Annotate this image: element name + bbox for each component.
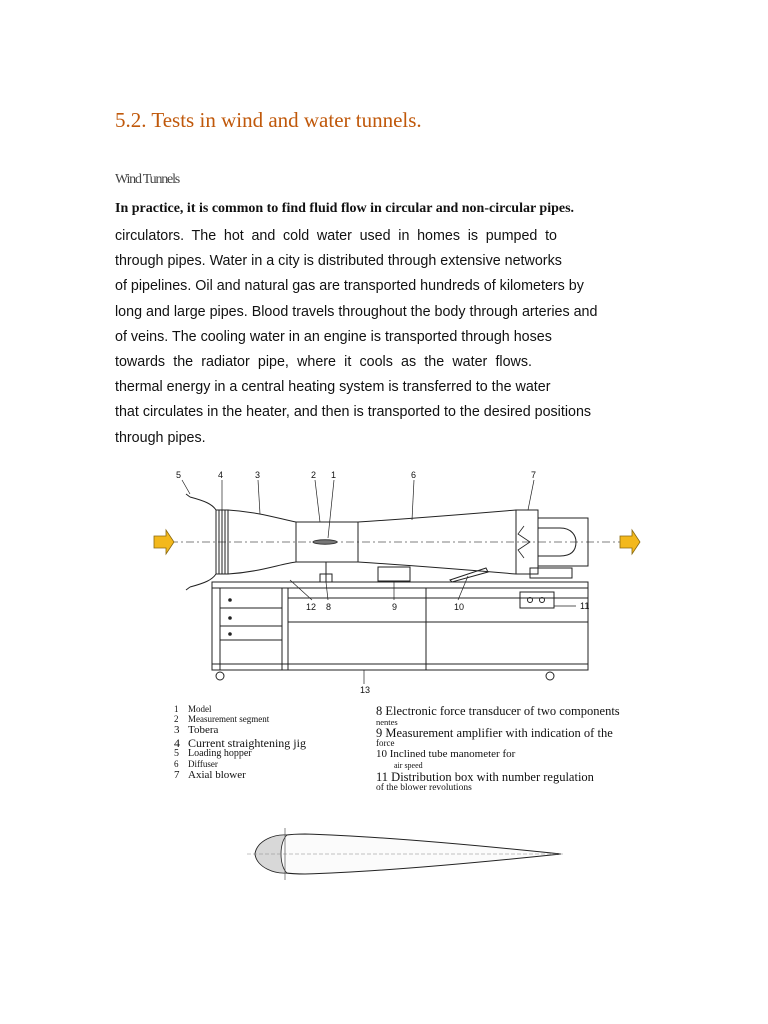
legend-item: of the blower revolutions bbox=[376, 783, 472, 793]
legend-item: 9 Measurement amplifier with indication of the bbox=[376, 726, 613, 740]
section-heading: 5.2. Tests in wind and water tunnels. bbox=[115, 108, 422, 132]
inflow-arrow-icon bbox=[154, 530, 174, 554]
callout-3: 3 bbox=[255, 470, 261, 480]
legend-item: 5 Loading hopper bbox=[174, 748, 252, 759]
legend-item: 4 Current straightening jig bbox=[174, 736, 306, 750]
callout-5: 5 bbox=[176, 470, 182, 480]
paragraph-line: through pipes. Water in a city is distributed through extensive networks bbox=[115, 253, 562, 270]
wind-tunnel-figure bbox=[150, 464, 650, 799]
callout-12: 12 bbox=[306, 602, 317, 612]
paragraph-line: of pipelines. Oil and natural gas are transported hundreds of kilometers by bbox=[115, 278, 584, 295]
legend-item: 2 Measurement segment bbox=[174, 714, 270, 724]
legend-item: 6 Diffuser bbox=[174, 759, 218, 769]
subsection-heading: Wind Tunnels bbox=[115, 172, 180, 187]
callout-7: 7 bbox=[531, 470, 537, 480]
legend-item: force bbox=[376, 738, 395, 748]
body-paragraph bbox=[115, 224, 625, 451]
paragraph-line: long and large pipes. Blood travels throughout the body through arteries and bbox=[115, 303, 598, 320]
callout-10: 10 bbox=[454, 602, 465, 612]
callout-1: 1 bbox=[331, 470, 337, 480]
legend-item: 8 Electronic force transducer of two components bbox=[376, 704, 620, 718]
legend-item: 10 Inclined tube manometer for bbox=[376, 748, 516, 760]
paragraph-line: that circulates in the heater, and then is transported to the desired positions bbox=[115, 404, 592, 421]
legend-item: 11 Distribution box with number regulation bbox=[376, 770, 594, 784]
paragraph-line: thermal energy in a central heating system is transferred to the water bbox=[115, 379, 551, 396]
callout-6: 6 bbox=[411, 470, 417, 480]
callout-13: 13 bbox=[360, 685, 371, 695]
callout-2: 2 bbox=[311, 470, 317, 480]
paragraph-line: towards the radiator pipe, where it cools as the water flows. bbox=[115, 353, 532, 370]
callout-8: 8 bbox=[326, 602, 332, 612]
airfoil-drawing bbox=[245, 828, 565, 882]
paragraph-line: through pipes. bbox=[115, 429, 206, 446]
outflow-arrow-icon bbox=[620, 530, 640, 554]
wind-tunnel-drawing bbox=[150, 464, 650, 699]
legend-item: air speed bbox=[394, 761, 423, 770]
legend-item: 3 Tobera bbox=[174, 724, 219, 736]
callout-11: 11 bbox=[580, 601, 590, 611]
callout-4: 4 bbox=[218, 470, 224, 480]
bold-intro-line: In practice, it is common to find fluid flow in circular and non-circular pipes. bbox=[115, 201, 575, 216]
paragraph-line: circulators. The hot and cold water used in homes is pumped to bbox=[115, 228, 557, 244]
paragraph-line: of veins. The cooling water in an engine is transported through hoses bbox=[115, 328, 552, 345]
legend-item: 7 Axial blower bbox=[174, 769, 246, 781]
legend-item: nentes bbox=[376, 717, 398, 727]
legend-item: 1 Model bbox=[174, 704, 212, 714]
callout-9: 9 bbox=[392, 602, 398, 612]
